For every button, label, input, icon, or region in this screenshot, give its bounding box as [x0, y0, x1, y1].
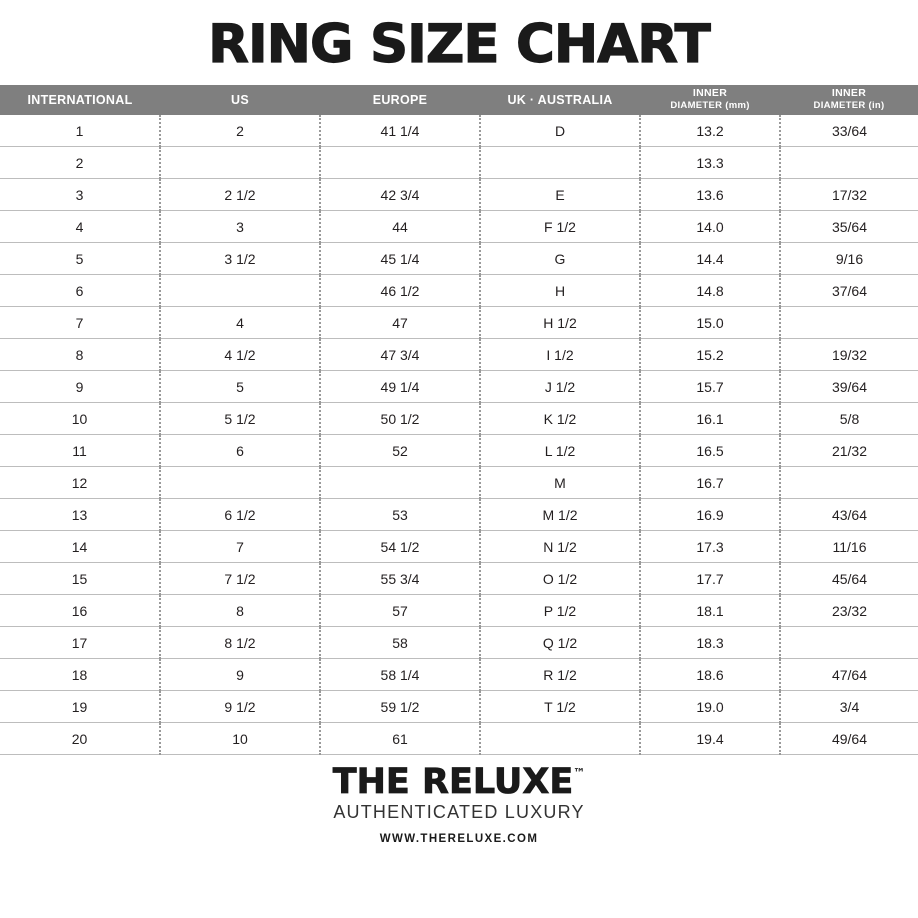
table-cell — [780, 627, 918, 659]
table-cell: 6 — [160, 435, 320, 467]
column-header-uk-australia: UK · AUSTRALIA — [480, 85, 640, 115]
table-cell: 17 — [0, 627, 160, 659]
table-cell: 19 — [0, 691, 160, 723]
table-cell: R 1/2 — [480, 659, 640, 691]
table-cell: 10 — [160, 723, 320, 755]
table-cell: 35/64 — [780, 211, 918, 243]
table-cell: K 1/2 — [480, 403, 640, 435]
table-cell: E — [480, 179, 640, 211]
table-cell: H — [480, 275, 640, 307]
table-cell: 23/32 — [780, 595, 918, 627]
table-cell: 17/32 — [780, 179, 918, 211]
table-row — [0, 595, 918, 627]
column-header-us: US — [160, 85, 320, 115]
table-cell: 54 1/2 — [320, 531, 480, 563]
table-cell: 43/64 — [780, 499, 918, 531]
ring-size-table — [0, 85, 918, 755]
table-cell: 19.0 — [640, 691, 780, 723]
table-cell — [160, 147, 320, 179]
table-cell: 9 — [0, 371, 160, 403]
column-header-europe: EUROPE — [320, 85, 480, 115]
table-cell: 45/64 — [780, 563, 918, 595]
table-cell: 59 1/2 — [320, 691, 480, 723]
table-cell: 16.5 — [640, 435, 780, 467]
table-cell: 44 — [320, 211, 480, 243]
table-cell: Q 1/2 — [480, 627, 640, 659]
table-header-row — [0, 85, 918, 115]
brand-name: THE RELUXE™ — [332, 762, 586, 802]
table-cell: 14.4 — [640, 243, 780, 275]
website-url[interactable]: WWW.THERELUXE.COM — [379, 833, 539, 845]
table-cell: 16 — [0, 595, 160, 627]
table-cell: 7 1/2 — [160, 563, 320, 595]
table-row — [0, 147, 918, 179]
table-cell: 49/64 — [780, 723, 918, 755]
table-cell: G — [480, 243, 640, 275]
table-cell: 53 — [320, 499, 480, 531]
table-cell: 1 — [0, 115, 160, 147]
column-header-international: INTERNATIONAL — [0, 85, 160, 115]
table-cell — [320, 147, 480, 179]
table-cell — [480, 147, 640, 179]
table-cell: M 1/2 — [480, 499, 640, 531]
footer — [0, 755, 918, 845]
table-cell: 39/64 — [780, 371, 918, 403]
table-cell: 20 — [0, 723, 160, 755]
brand-tagline: AUTHENTICATED LUXURY — [333, 802, 585, 822]
table-cell: H 1/2 — [480, 307, 640, 339]
table-cell: 19.4 — [640, 723, 780, 755]
table-cell: 16.1 — [640, 403, 780, 435]
table-cell: 9 1/2 — [160, 691, 320, 723]
table-cell: 5 — [160, 371, 320, 403]
table-row — [0, 243, 918, 275]
table-cell: 8 1/2 — [160, 627, 320, 659]
table-cell: 18.3 — [640, 627, 780, 659]
table-cell: 7 — [0, 307, 160, 339]
table-cell: I 1/2 — [480, 339, 640, 371]
table-cell: 11 — [0, 435, 160, 467]
table-cell: O 1/2 — [480, 563, 640, 595]
table-cell: 3/4 — [780, 691, 918, 723]
table-cell: 17.7 — [640, 563, 780, 595]
table-cell — [780, 467, 918, 499]
table-row — [0, 627, 918, 659]
table-cell: 4 — [0, 211, 160, 243]
table-cell: 58 1/4 — [320, 659, 480, 691]
table-row — [0, 563, 918, 595]
table-cell: 41 1/4 — [320, 115, 480, 147]
table-cell: 46 1/2 — [320, 275, 480, 307]
table-cell: 13 — [0, 499, 160, 531]
table-cell: 9 — [160, 659, 320, 691]
table-cell: 6 1/2 — [160, 499, 320, 531]
table-cell: 57 — [320, 595, 480, 627]
table-cell — [160, 275, 320, 307]
table-row — [0, 499, 918, 531]
table-cell: 14.0 — [640, 211, 780, 243]
table-cell: 19/32 — [780, 339, 918, 371]
table-cell: 5/8 — [780, 403, 918, 435]
table-cell: 47 3/4 — [320, 339, 480, 371]
table-cell: 61 — [320, 723, 480, 755]
table-row — [0, 307, 918, 339]
table-cell: 13.3 — [640, 147, 780, 179]
table-cell — [320, 467, 480, 499]
table-cell: 4 — [160, 307, 320, 339]
table-cell: 13.6 — [640, 179, 780, 211]
table-cell: 3 1/2 — [160, 243, 320, 275]
trademark-symbol: ™ — [573, 766, 586, 780]
table-cell: 6 — [0, 275, 160, 307]
table-row — [0, 691, 918, 723]
table-cell: 49 1/4 — [320, 371, 480, 403]
table-cell: 17.3 — [640, 531, 780, 563]
table-body — [0, 115, 918, 755]
table-cell: 2 — [0, 147, 160, 179]
table-cell: 18.1 — [640, 595, 780, 627]
table-row — [0, 371, 918, 403]
table-cell: M — [480, 467, 640, 499]
table-cell: D — [480, 115, 640, 147]
table-cell: 4 1/2 — [160, 339, 320, 371]
table-cell: 37/64 — [780, 275, 918, 307]
table-cell: 52 — [320, 435, 480, 467]
table-row — [0, 115, 918, 147]
table-cell: 7 — [160, 531, 320, 563]
table-cell: 15.7 — [640, 371, 780, 403]
table-cell: L 1/2 — [480, 435, 640, 467]
table-cell: 47 — [320, 307, 480, 339]
table-row — [0, 211, 918, 243]
table-cell — [780, 147, 918, 179]
table-cell: 8 — [160, 595, 320, 627]
table-cell: 18.6 — [640, 659, 780, 691]
table-cell: 15 — [0, 563, 160, 595]
table-cell: 9/16 — [780, 243, 918, 275]
table-cell: 42 3/4 — [320, 179, 480, 211]
table-cell: 13.2 — [640, 115, 780, 147]
column-header-inner-diameter-mm: INNER DIAMETER (mm) — [640, 85, 780, 115]
table-cell: 21/32 — [780, 435, 918, 467]
table-cell: 8 — [0, 339, 160, 371]
table-row — [0, 403, 918, 435]
table-cell: 3 — [160, 211, 320, 243]
table-row — [0, 531, 918, 563]
table-cell: 50 1/2 — [320, 403, 480, 435]
table-cell: F 1/2 — [480, 211, 640, 243]
table-cell — [160, 467, 320, 499]
table-cell: 33/64 — [780, 115, 918, 147]
table-cell: 15.2 — [640, 339, 780, 371]
table-cell: T 1/2 — [480, 691, 640, 723]
table-row — [0, 467, 918, 499]
table-cell: N 1/2 — [480, 531, 640, 563]
table-cell: 58 — [320, 627, 480, 659]
table-cell: 14.8 — [640, 275, 780, 307]
table-cell: 45 1/4 — [320, 243, 480, 275]
table-cell: 16.7 — [640, 467, 780, 499]
table-cell: 15.0 — [640, 307, 780, 339]
page-title: RING SIZE CHART — [208, 14, 710, 75]
table-row — [0, 339, 918, 371]
table-cell: 5 1/2 — [160, 403, 320, 435]
table-cell — [780, 307, 918, 339]
table-cell: 3 — [0, 179, 160, 211]
table-row — [0, 179, 918, 211]
table-cell: 14 — [0, 531, 160, 563]
table-cell: 55 3/4 — [320, 563, 480, 595]
table-cell: 18 — [0, 659, 160, 691]
table-cell: 11/16 — [780, 531, 918, 563]
table-cell: 2 1/2 — [160, 179, 320, 211]
table-header — [0, 85, 918, 115]
table-row — [0, 723, 918, 755]
column-header-inner-diameter-in: INNER DIAMETER (in) — [780, 85, 918, 115]
table-cell — [480, 723, 640, 755]
table-cell: P 1/2 — [480, 595, 640, 627]
table-row — [0, 659, 918, 691]
table-cell: 5 — [0, 243, 160, 275]
table-cell: 47/64 — [780, 659, 918, 691]
table-cell: 16.9 — [640, 499, 780, 531]
table-row — [0, 435, 918, 467]
table-cell: J 1/2 — [480, 371, 640, 403]
table-cell: 2 — [160, 115, 320, 147]
table-cell: 12 — [0, 467, 160, 499]
table-cell: 10 — [0, 403, 160, 435]
table-row — [0, 275, 918, 307]
